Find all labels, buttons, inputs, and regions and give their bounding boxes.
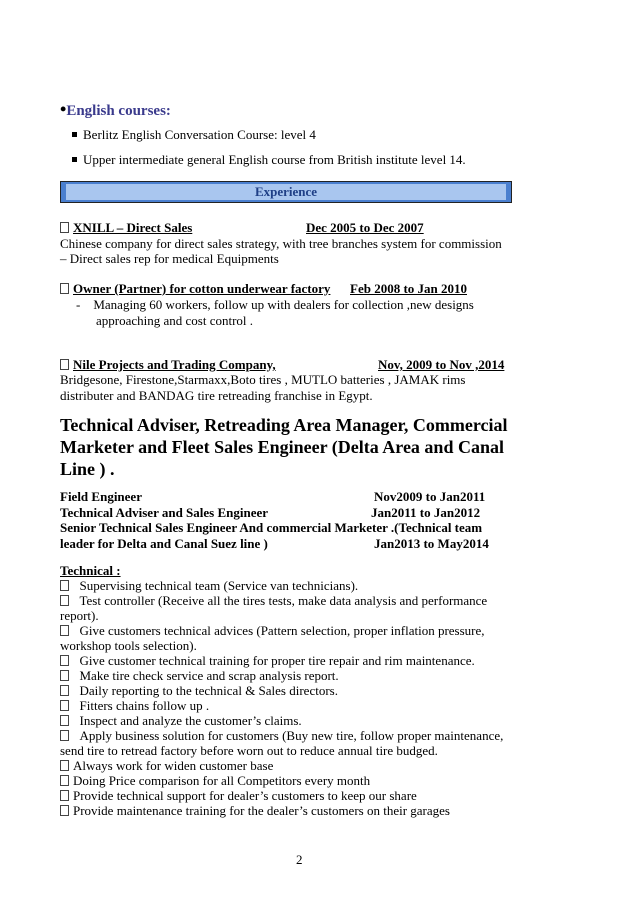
- technical-item: Supervising technical team (Service van technicians).: [60, 578, 500, 593]
- job-line: - Managing 60 workers, follow up with dealers for collection ,new designs: [76, 297, 474, 312]
- english-course-item: Berlitz English Conversation Course: level 4: [72, 127, 316, 142]
- checkbox-bullet-icon: [60, 775, 69, 786]
- checkbox-bullet-icon: [60, 283, 69, 294]
- job-header: Owner (Partner) for cotton underwear factory: [60, 281, 330, 296]
- position-title: Technical Adviser, Retreading Area Manager, Commercial: [60, 415, 508, 435]
- technical-item: Provide technical support for dealer’s customers to keep our share: [60, 788, 500, 803]
- technical-item-cont: workshop tools selection).: [60, 638, 197, 653]
- technical-item: Doing Price comparison for all Competitors every month: [60, 773, 500, 788]
- technical-item-cont: send tire to retread factory before worn out to reduce annual tire budged.: [60, 743, 438, 758]
- english-course-item: Upper intermediate general English course from British institute level 14.: [72, 152, 466, 167]
- technical-heading: Technical :: [60, 563, 121, 578]
- job-line: distributer and BANDAG tire retreading franchise in Egypt.: [60, 388, 373, 403]
- technical-item: Give customer technical training for proper tire repair and rim maintenance.: [60, 653, 500, 668]
- page-number: 2: [296, 852, 303, 867]
- checkbox-bullet-icon: [60, 670, 69, 681]
- job-dates: Nov, 2009 to Nov ,2014: [378, 357, 505, 372]
- english-courses-heading: •English courses:: [60, 99, 171, 119]
- role-title: Technical Adviser and Sales Engineer: [60, 505, 269, 520]
- checkbox-bullet-icon: [60, 805, 69, 816]
- job-line: – Direct sales rep for medical Equipments: [60, 251, 279, 266]
- job-line: approaching and cost control .: [96, 313, 254, 328]
- role-title: leader for Delta and Canal Suez line ): [60, 536, 268, 551]
- position-title: Line ) .: [60, 459, 115, 479]
- checkbox-bullet-icon: [60, 580, 69, 591]
- checkbox-bullet-icon: [60, 222, 69, 233]
- job-dates: Feb 2008 to Jan 2010: [350, 281, 467, 296]
- technical-item: Give customers technical advices (Pattern selection, proper inflation pressure,: [60, 623, 500, 638]
- technical-item: Daily reporting to the technical & Sales directors.: [60, 683, 500, 698]
- checkbox-bullet-icon: [60, 625, 69, 636]
- technical-item: Always work for widen customer base: [60, 758, 500, 773]
- job-line: Chinese company for direct sales strategy, with tree branches system for commission: [60, 236, 502, 251]
- checkbox-bullet-icon: [60, 655, 69, 666]
- experience-section-bar: [60, 181, 512, 203]
- checkbox-bullet-icon: [60, 700, 69, 711]
- technical-item: Inspect and analyze the customer’s claims.: [60, 713, 500, 728]
- position-title: Marketer and Fleet Sales Engineer (Delta Area and Canal: [60, 437, 504, 457]
- experience-label: Experience: [66, 184, 506, 200]
- checkbox-bullet-icon: [60, 760, 69, 771]
- checkbox-bullet-icon: [60, 685, 69, 696]
- role-dates: Jan2011 to Jan2012: [371, 505, 481, 520]
- technical-item: Provide maintenance training for the dealer’s customers on their garages: [60, 803, 500, 818]
- checkbox-bullet-icon: [60, 359, 69, 370]
- checkbox-bullet-icon: [60, 790, 69, 801]
- role-dates: Nov2009 to Jan2011: [374, 489, 486, 504]
- job-header: Nile Projects and Trading Company,: [60, 357, 276, 372]
- square-bullet-icon: [72, 132, 77, 137]
- job-line: Bridgesone, Firestone,Starmaxx,Boto tires , MUTLO batteries , JAMAK rims: [60, 372, 466, 387]
- role-title: Field Engineer: [60, 489, 142, 504]
- technical-item: Make tire check service and scrap analysis report.: [60, 668, 500, 683]
- checkbox-bullet-icon: [60, 715, 69, 726]
- technical-item: Apply business solution for customers (Buy new tire, follow proper maintenance,: [60, 728, 500, 743]
- checkbox-bullet-icon: [60, 595, 69, 606]
- technical-item: Fitters chains follow up .: [60, 698, 500, 713]
- square-bullet-icon: [72, 157, 77, 162]
- job-header: XNILL – Direct Sales: [60, 220, 192, 235]
- role-title: Senior Technical Sales Engineer And commercial Marketer .(Technical team: [60, 520, 483, 535]
- technical-item-cont: report).: [60, 608, 99, 623]
- technical-item: Test controller (Receive all the tires tests, make data analysis and performance: [60, 593, 500, 608]
- role-dates: Jan2013 to May2014: [374, 536, 489, 551]
- checkbox-bullet-icon: [60, 730, 69, 741]
- job-dates: Dec 2005 to Dec 2007: [306, 220, 424, 235]
